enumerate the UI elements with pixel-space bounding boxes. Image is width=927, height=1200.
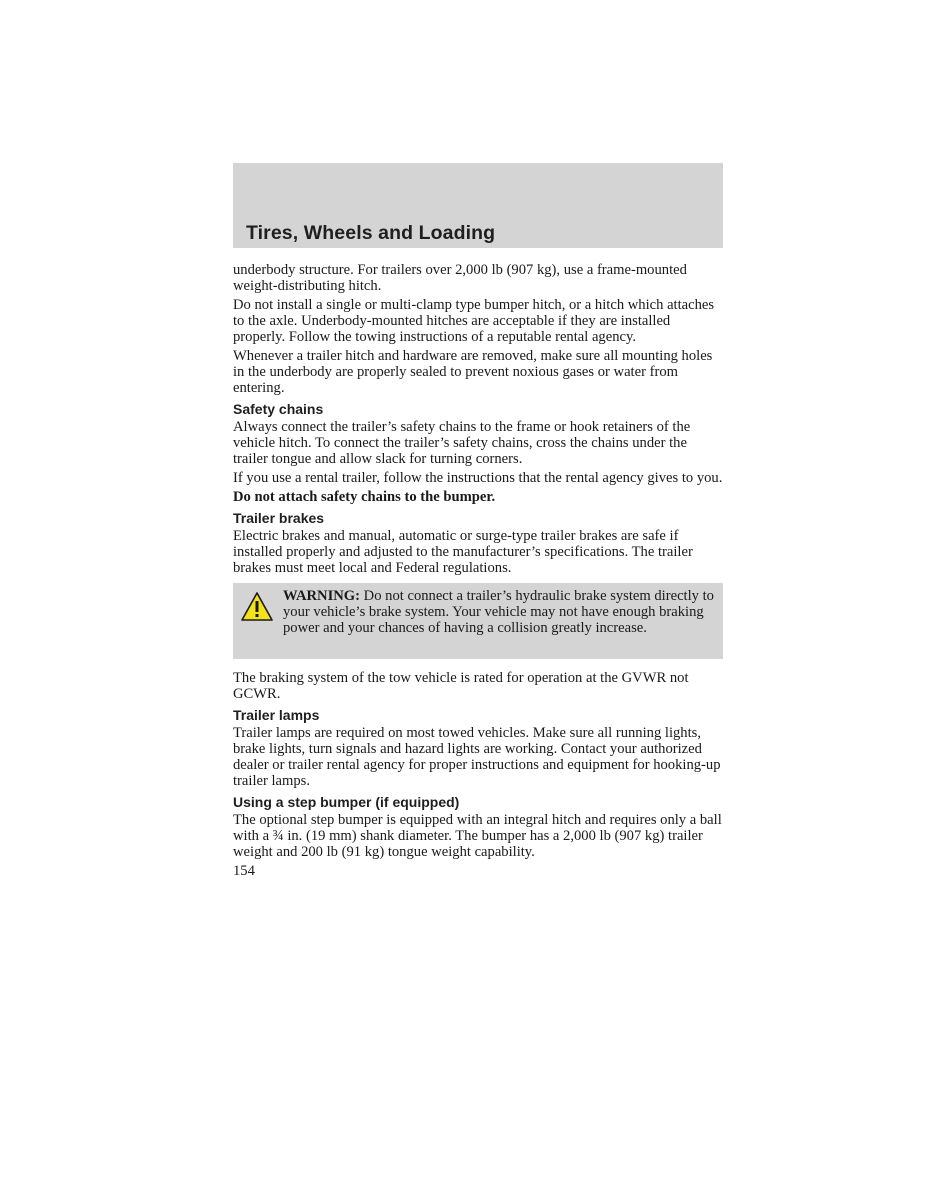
paragraph: The optional step bumper is equipped with an integral hitch and requires only a ball with a ¾ in. (19 mm) shank diameter. The bumper has a 2,000 lb (907 kg) trailer weight and 200 lb (91 kg) tongue weight capability.: [233, 812, 722, 860]
section-title: Tires, Wheels and Loading: [246, 222, 496, 244]
warning-label: WARNING:: [283, 588, 361, 604]
heading-safety-chains: Safety chains: [233, 401, 324, 417]
paragraph: Electric brakes and manual, automatic or surge-type trailer brakes are safe if installed properly and adjusted to the manufacturer’s specifications. The trailer brakes must meet local and Federal regulations.: [233, 528, 693, 576]
section-header: [233, 163, 723, 248]
paragraph: Do not install a single or multi-clamp type bumper hitch, or a hitch which attaches to the axle. Underbody-mounted hitches are acceptable if they are installed properly. Follow the towing instructions of a reputable rental agency.: [233, 297, 715, 345]
paragraph: If you use a rental trailer, follow the instructions that the rental agency gives to you.: [233, 470, 723, 486]
paragraph: Trailer lamps are required on most towed vehicles. Make sure all running lights, brake lights, turn signals and hazard lights are working. Contact your authorized dealer or trailer rental agency for proper instructions and equipment for hooking-up trailer lamps.: [233, 725, 721, 789]
paragraph: The braking system of the tow vehicle is rated for operation at the GVWR not GCWR.: [233, 670, 689, 702]
paragraph: Whenever a trailer hitch and hardware are removed, make sure all mounting holes in the underbody are properly sealed to prevent noxious gases or water from entering.: [233, 348, 713, 396]
heading-trailer-brakes: Trailer brakes: [233, 510, 325, 526]
heading-trailer-lamps: Trailer lamps: [233, 707, 320, 723]
paragraph: Always connect the trailer’s safety chains to the frame or hook retainers of the vehicle hitch. To connect the trailer’s safety chains, cross the chains under the trailer tongue and allow slack for turning corners.: [233, 419, 691, 467]
page-number: 154: [233, 863, 255, 879]
warning-body: Do not connect a trailer’s hydraulic brake system directly to your vehicle’s brake system. Your vehicle may not have enough braking power and your chances of having a collision greatly increase.: [283, 588, 714, 636]
paragraph: underbody structure. For trailers over 2,000 lb (907 kg), use a frame-mounted weight-distributing hitch.: [233, 262, 687, 294]
heading-step-bumper: Using a step bumper (if equipped): [233, 794, 460, 810]
warning-box: [233, 583, 723, 659]
warning-text: [240, 588, 715, 636]
bold-note: Do not attach safety chains to the bumper.: [233, 489, 496, 505]
page-content: [233, 262, 725, 879]
warning-triangle-icon: [240, 591, 274, 623]
